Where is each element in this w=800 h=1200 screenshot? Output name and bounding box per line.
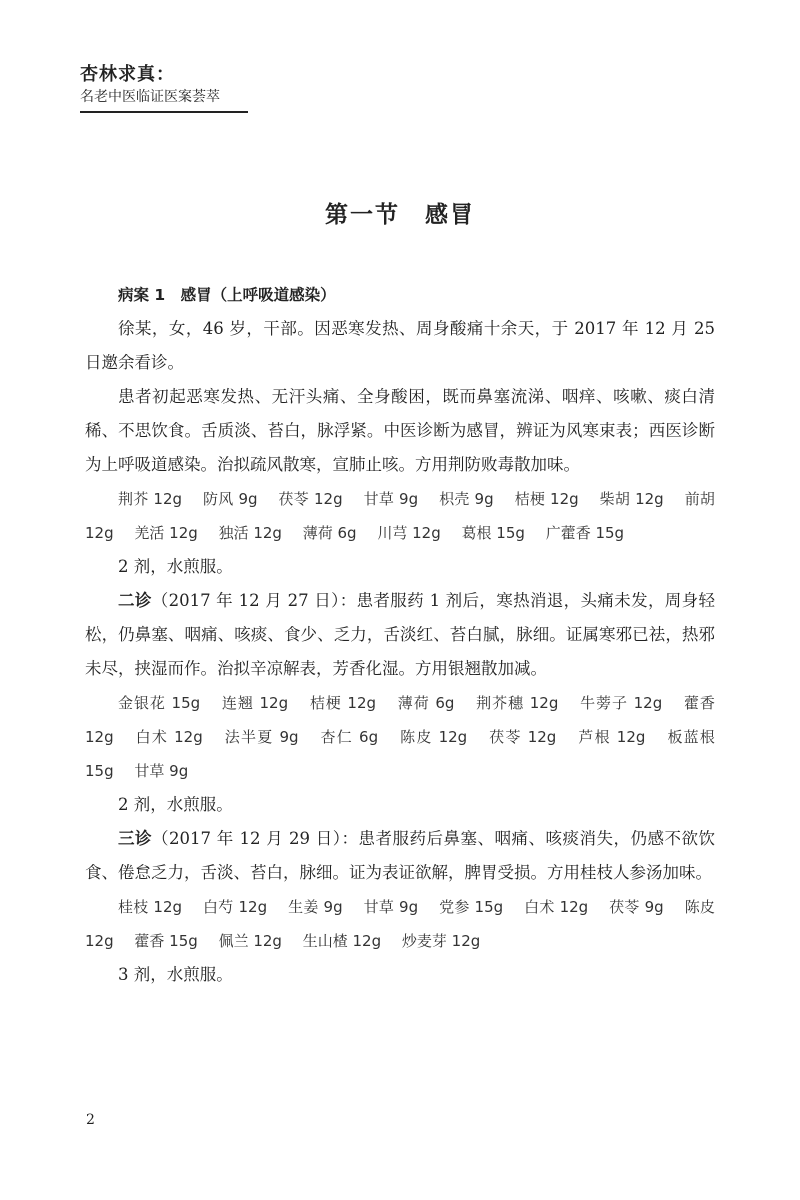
herb-item: 板蓝根 15g xyxy=(85,728,715,780)
visit-2 xyxy=(85,584,715,686)
herb-item: 羌活 12g xyxy=(134,524,198,542)
book-title: 杏林求真： xyxy=(80,64,175,85)
herb-item: 陈皮 12g xyxy=(400,728,468,746)
herb-item: 甘草 9g xyxy=(363,898,419,916)
case-title: 病案 1 感冒（上呼吸道感染） xyxy=(118,286,336,304)
herb-item: 茯苓 12g xyxy=(489,728,557,746)
herb-item: 生山楂 12g xyxy=(302,932,382,950)
herb-item: 枳壳 9g xyxy=(439,490,494,508)
herb-item: 藿香 15g xyxy=(134,932,198,950)
header-rule xyxy=(80,111,248,113)
dosage-2: 2 剂，水煎服。 xyxy=(118,795,233,814)
herb-item: 独活 12g xyxy=(218,524,282,542)
herb-item: 法半夏 9g xyxy=(224,728,299,746)
herb-item: 川芎 12g xyxy=(377,524,441,542)
book-subtitle: 名老中医临证医案荟萃 xyxy=(80,89,220,105)
herb-item: 白术 12g xyxy=(524,898,589,916)
prescription-1 xyxy=(85,482,715,550)
case-description: 患者初起恶寒发热、无汗头痛、全身酸困，既而鼻塞流涕、咽痒、咳嗽、痰白清稀、不思饮食。舌质淡、苔白，脉浮紧。中医诊断为感冒，辨证为风寒束表；西医诊断为上呼吸道感染。治拟疏风散寒，宣肺止咳。方用荆防败毒散加味。 xyxy=(85,387,715,474)
herb-item: 前胡 12g xyxy=(85,490,715,542)
visit-2-label: 二诊 xyxy=(118,591,152,610)
case-heading xyxy=(85,278,715,312)
dosage-3: 3 剂，水煎服。 xyxy=(118,965,233,984)
herb-item: 薄荷 6g xyxy=(397,694,455,712)
herb-item: 牛蒡子 12g xyxy=(580,694,663,712)
herb-item: 防风 9g xyxy=(203,490,258,508)
herb-item: 荆芥 12g xyxy=(118,490,183,508)
herb-item: 荆芥穗 12g xyxy=(476,694,559,712)
herb-item: 甘草 9g xyxy=(134,762,189,780)
herb-item: 芦根 12g xyxy=(578,728,646,746)
visit-2-text: （2017 年 12 月 27 日）：患者服药 1 剂后，寒热消退，头痛未发，周身轻松，仍鼻塞、咽痛、咳痰、食少、乏力，舌淡红、苔白腻，脉细。证属寒邪已祛，热邪未尽，挟湿而作。治拟辛凉解表，芳香化湿。方用银翘散加减。 xyxy=(85,591,716,678)
herb-item: 广藿香 15g xyxy=(545,524,625,542)
herb-item: 薄荷 6g xyxy=(302,524,357,542)
herb-item: 陈皮 12g xyxy=(85,898,715,950)
visit-3-label: 三诊 xyxy=(118,829,153,848)
dosage-1: 2 剂，水煎服。 xyxy=(118,557,233,576)
herb-item: 桔梗 12g xyxy=(514,490,579,508)
visit-3 xyxy=(85,822,715,890)
page-number: 2 xyxy=(86,1112,95,1128)
herb-item: 甘草 9g xyxy=(363,490,419,508)
herb-item: 党参 15g xyxy=(439,898,504,916)
prescription-3 xyxy=(85,890,715,958)
herb-item: 杏仁 6g xyxy=(320,728,379,746)
herb-item: 金银花 15g xyxy=(118,694,201,712)
herb-item: 葛根 15g xyxy=(461,524,525,542)
herb-item: 白芍 12g xyxy=(203,898,268,916)
herb-item: 白术 12g xyxy=(135,728,203,746)
case-content xyxy=(85,278,715,992)
herb-item: 桔梗 12g xyxy=(309,694,377,712)
prescription-2 xyxy=(85,686,715,788)
herb-item: 藿香 12g xyxy=(85,694,715,746)
section-title: 第一节 感冒 xyxy=(325,202,475,228)
herb-item: 连翘 12g xyxy=(221,694,289,712)
case-intro: 徐某，女，46 岁，干部。因恶寒发热、周身酸痛十余天，于 2017 年 12 月 25 日邀余看诊。 xyxy=(85,319,715,372)
herb-item: 茯苓 12g xyxy=(278,490,343,508)
visit-3-text: （2017 年 12 月 29 日）：患者服药后鼻塞、咽痛、咳痰消失，仍感不欲饮食、倦怠乏力，舌淡、苔白，脉细。证为表证欲解，脾胃受损。方用桂枝人参汤加味。 xyxy=(85,829,716,882)
herb-item: 生姜 9g xyxy=(288,898,343,916)
herb-item: 佩兰 12g xyxy=(218,932,282,950)
herb-item: 炒麦芽 12g xyxy=(401,932,481,950)
herb-item: 桂枝 12g xyxy=(118,898,183,916)
running-header xyxy=(80,64,220,106)
herb-item: 茯苓 9g xyxy=(609,898,664,916)
herb-item: 柴胡 12g xyxy=(599,490,664,508)
